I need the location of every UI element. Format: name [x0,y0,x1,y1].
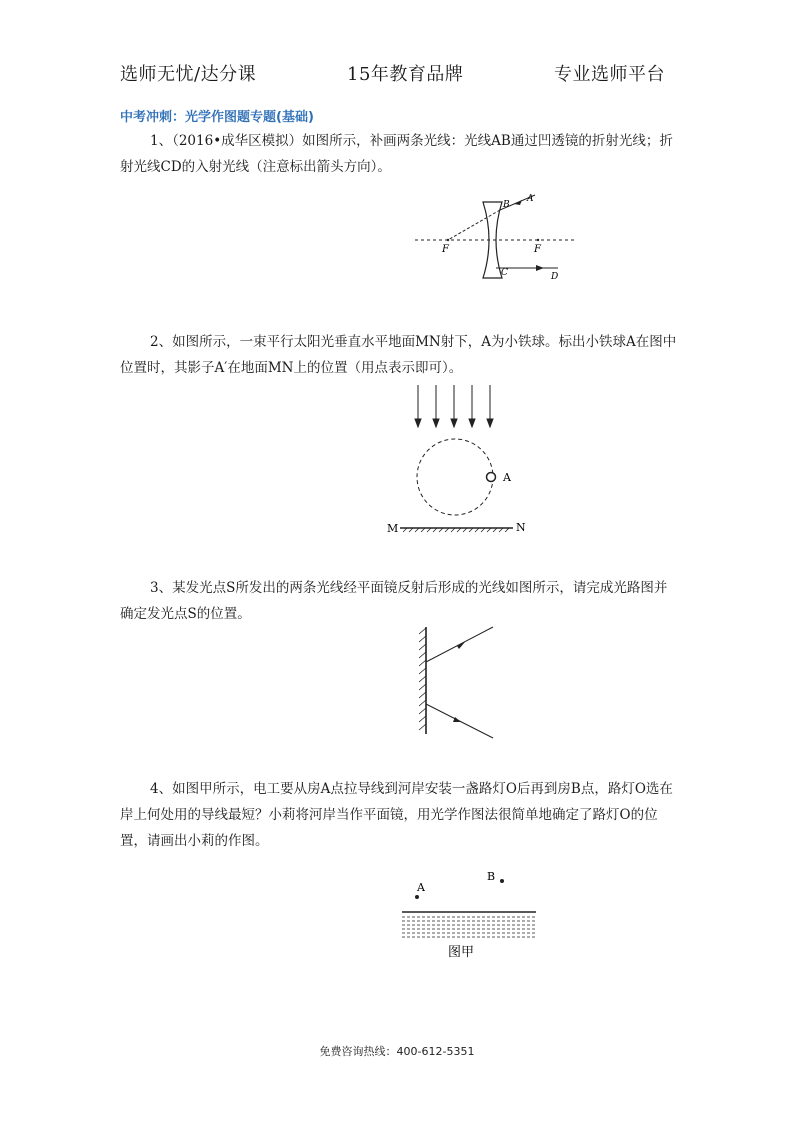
point-a [415,895,419,899]
header-brand: 选师无忧/达分课 [120,64,257,85]
label-a: A [417,881,425,894]
question-number: 2、 [150,334,173,350]
sun-rays [415,385,493,427]
question-text: 如图甲所示，电工要从房A点拉导线到河岸安装一盏路灯O后再到房B点，路灯O选在岸上何处用的导线最短？小莉将河岸当作平面镜，用光学作图法很简单地确定了路灯O的位置，请画出小莉的作图。 [120,781,673,849]
question-4 [120,776,680,854]
label-b: B [503,200,510,210]
ray-ab-arrow [514,200,522,205]
question-number: 3、 [150,580,173,596]
label-m: M [387,522,399,535]
header-platform: 专业选师平台 [554,64,665,85]
question-2 [120,329,680,381]
plane-mirror-figure [405,622,505,742]
ray-cd-arrow [536,265,544,271]
sunlight-ball-figure [385,385,545,545]
label-n: N [516,521,526,534]
focus-left [447,239,449,241]
ray-ab-extension [448,210,500,240]
label-a: A [527,194,534,204]
question-1 [120,128,680,180]
question-text: 如图所示，一束平行太阳光垂直水平地面MN射下，A为小铁球。标出小铁球A在图中位置时，其影子A′在地面MN上的位置（用点表示即可）。 [120,334,677,376]
question-text: （2016•成华区模拟）如图所示，补画两条光线：光线AB通过凹透镜的折射光线；折射光线CD的入射光线（注意标出箭头方向）。 [120,133,673,175]
reflected-ray-1 [426,627,493,662]
label-c: C [501,268,508,278]
mirror-hatch [419,628,426,730]
reflected-ray-1-arrow [457,642,465,649]
ball-path-circle [417,439,493,515]
river-bank-figure [398,864,548,964]
iron-ball [487,473,496,482]
footer-hotline: 免费咨询热线：400-612-5351 [319,1045,475,1058]
focus-right [537,239,539,241]
concave-lens-figure [410,190,590,290]
question-number: 1、 [150,133,173,149]
question-3 [120,575,680,627]
question-text: 某发光点S所发出的两条光线经平面镜反射后形成的光线如图所示，请完成光路图并确定发光点S的位置。 [120,580,668,622]
point-b [500,879,504,883]
header-slogan: 15年教育品牌 [347,64,464,85]
question-number: 4、 [150,781,173,797]
label-b: B [487,870,496,883]
label-f-right: F [534,244,541,255]
section-title: 中考冲刺：光学作图题专题(基础) [120,110,314,125]
figure-caption: 图甲 [448,945,475,960]
label-a: A [503,471,511,484]
river-water [402,917,536,937]
label-d: D [551,272,559,282]
label-f-left: F [442,244,449,255]
